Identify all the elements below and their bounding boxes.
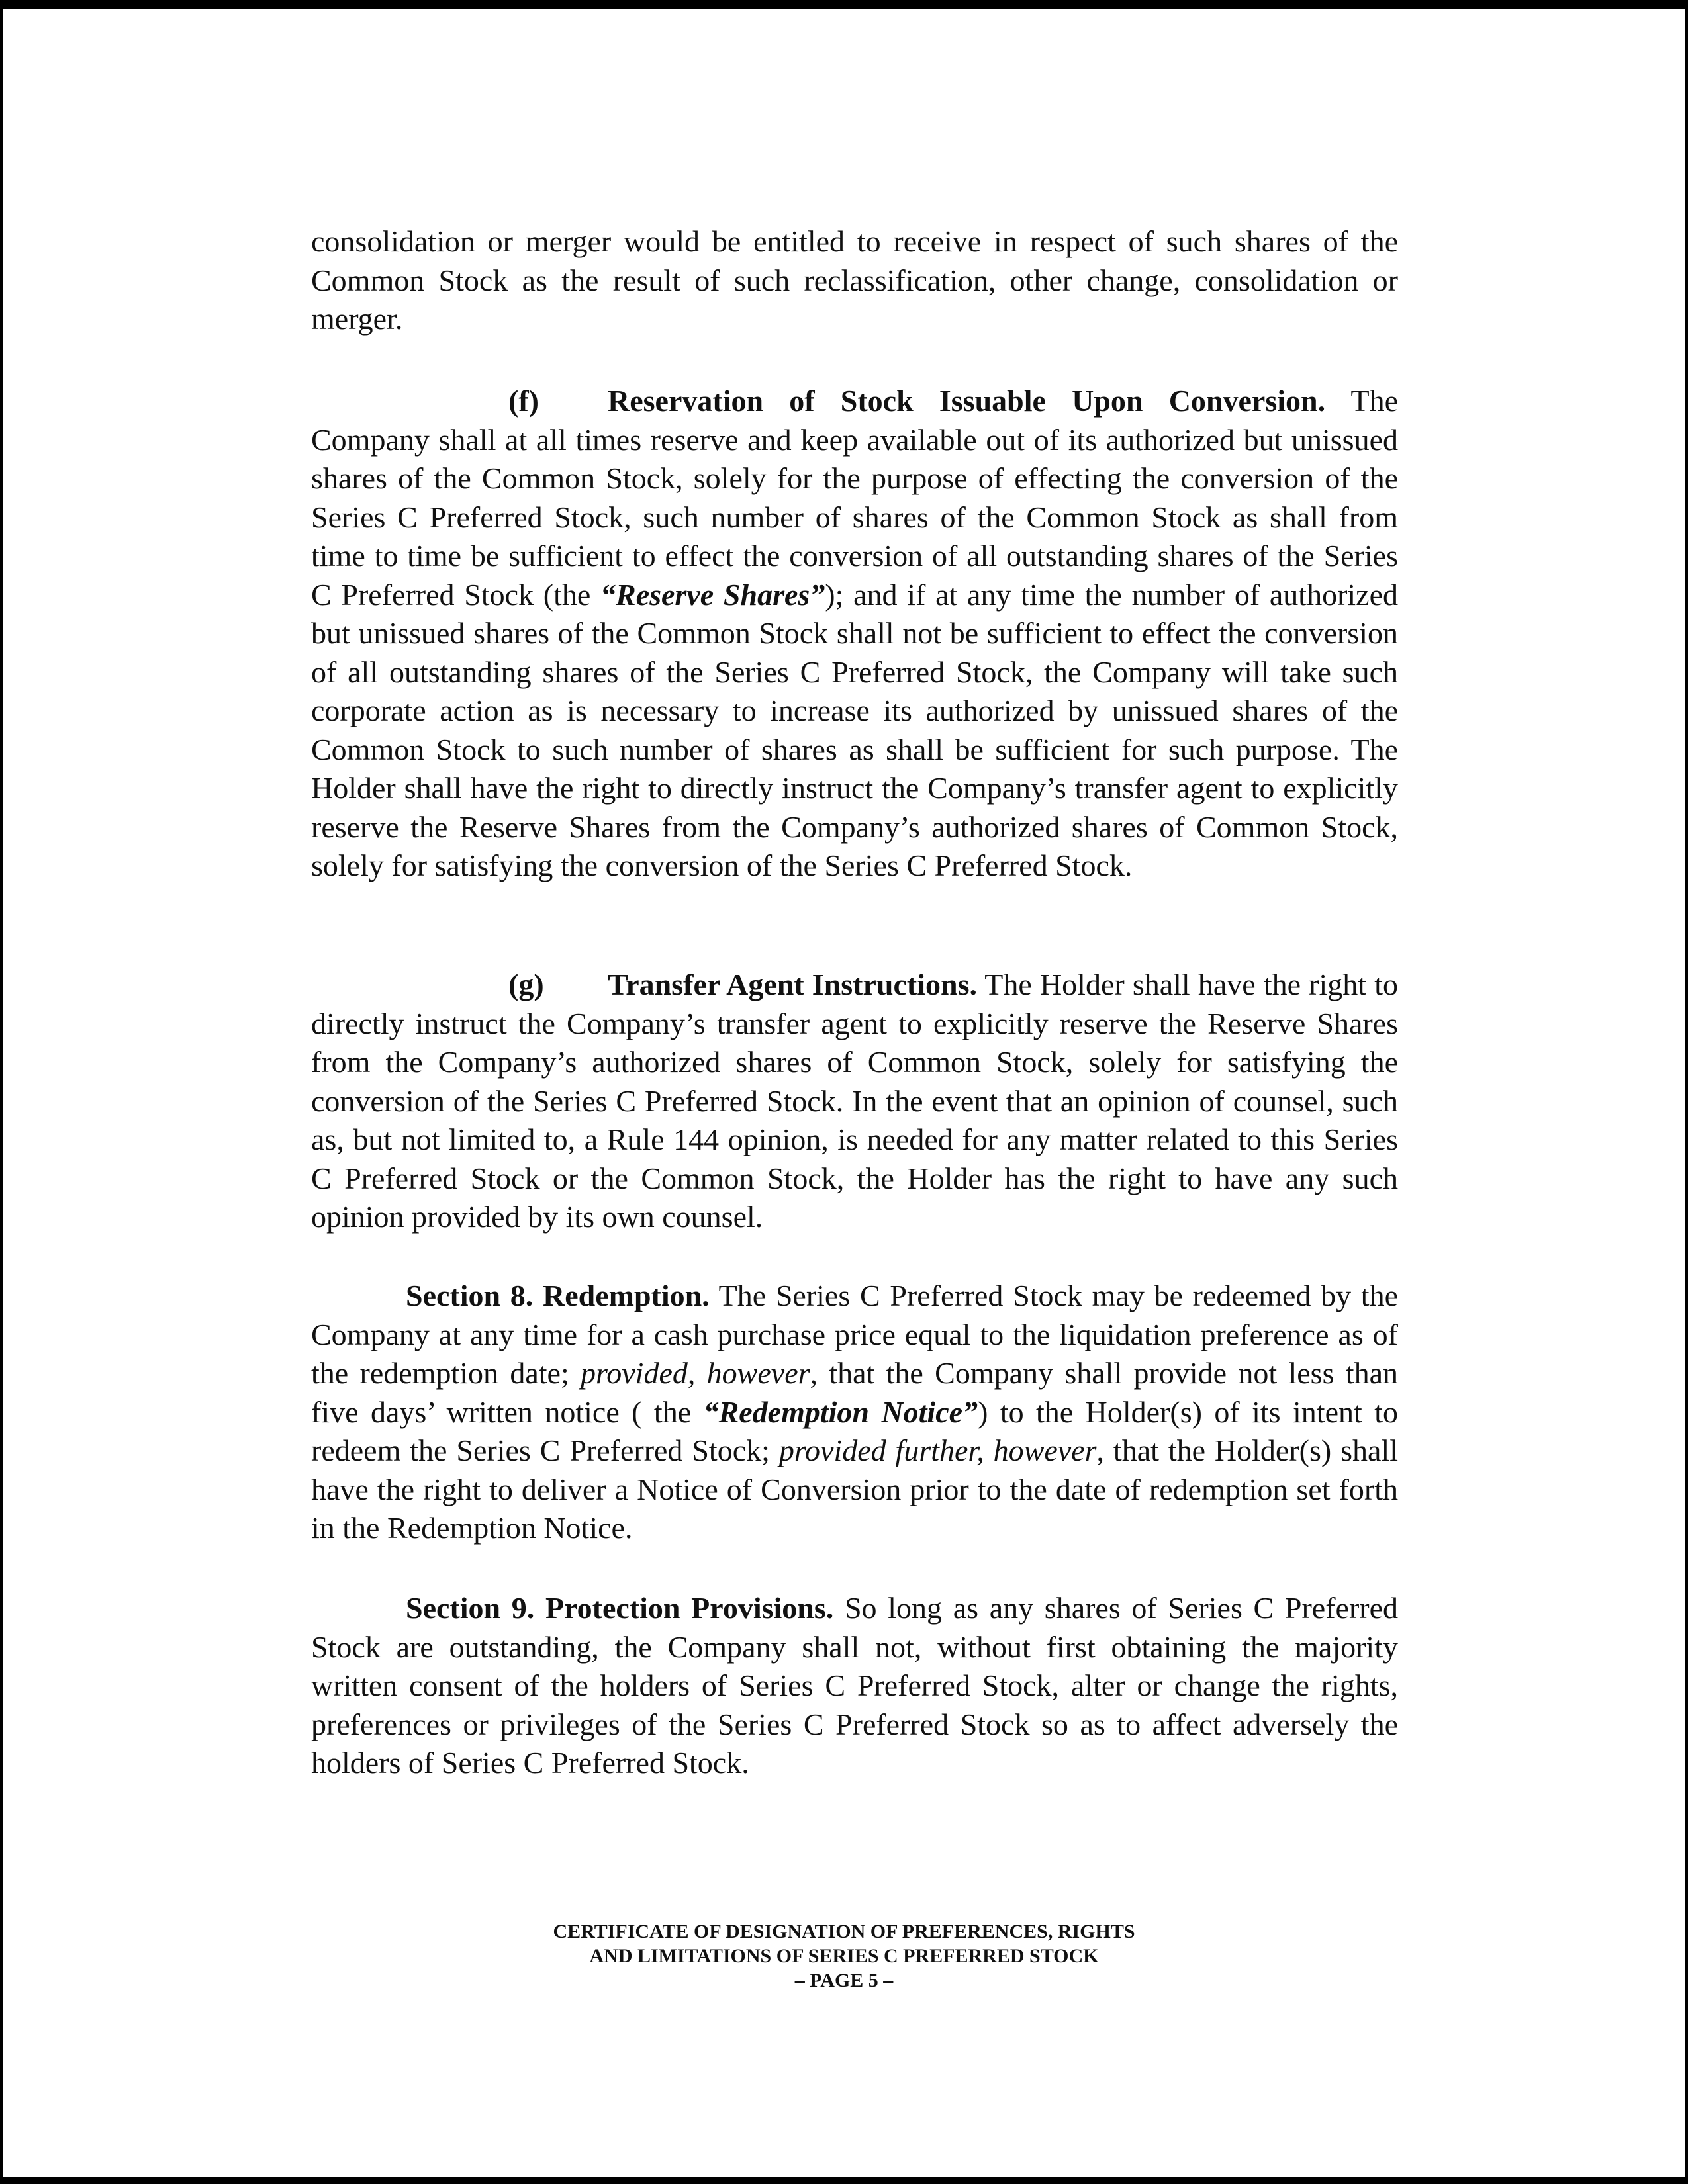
section-8-text-2: , that the Company shall provide not less than five days’ written notice ( the: [311, 1356, 1398, 1429]
section-9-protection-provisions: [311, 1589, 1398, 1783]
paragraph-g-label: (g): [508, 968, 544, 1001]
section-8-italic-1: provided, however: [581, 1356, 810, 1390]
footer-title-line-2: AND LIMITATIONS OF SERIES C PREFERRED STOCK: [589, 1945, 1099, 1967]
paragraph-f-label: (f): [508, 384, 539, 418]
section-8-italic-2: provided further, however: [778, 1433, 1097, 1467]
section-8-text-3: ) to the Holder(s) of its intent to redeem the Series C Preferred Stock;: [311, 1394, 1398, 1467]
section-9-heading: Section 9. Protection Provisions.: [406, 1591, 834, 1625]
section-9-text: So long as any shares of Series C Preferred Stock are outstanding, the Company shall not, without first obtaining the majority written consent of the holders of Series C Preferred Stock, alter or change the rights, preferences or privileges of the Series C Preferred Stock so as to affect adversely the holders of Series C Preferred Stock.: [311, 1591, 1399, 1780]
section-8-text-4: , that the Holder(s) shall have the right to deliver a Notice of Conversion prior to the date of redemption set forth in the Redemption Notice.: [311, 1433, 1398, 1545]
redemption-notice-defined-term: “Redemption Notice”: [703, 1394, 978, 1429]
paragraph-f-heading: Reservation of Stock Issuable Upon Conversion.: [608, 384, 1326, 418]
page-footer: [3, 1919, 1685, 1993]
footer-title-line-1: CERTIFICATE OF DESIGNATION OF PREFERENCES, RIGHTS: [553, 1921, 1135, 1942]
paragraph-g-heading: Transfer Agent Instructions.: [608, 968, 977, 1001]
footer-page-number: – PAGE 5 –: [794, 1970, 894, 1991]
document-page: [3, 9, 1685, 2177]
paragraph-f-reservation-of-stock: [311, 382, 1398, 886]
section-8-redemption: [311, 1277, 1398, 1548]
continuation-paragraph: [311, 222, 1398, 339]
reserve-shares-defined-term: “Reserve Shares”: [600, 577, 825, 612]
paragraph-f-text-1: The Company shall at all times reserve and keep available out of its authorized but unissued shares of the Common Stock, solely for the purpose of effecting the conversion of the Series C Preferred Stock, such number of shares of the Common Stock as shall from time to time be sufficient to effect the conversion of all outstanding shares of the Series C Preferred Stock (the: [311, 384, 1398, 612]
continuation-text: consolidation or merger would be entitled to receive in respect of such shares of the Common Stock as the result of such reclassification, other change, consolidation or merger.: [311, 224, 1398, 336]
paragraph-f-text-2: ); and if at any time the number of authorized but unissued shares of the Common Stock shall not be sufficient to effect the conversion of all outstanding shares of the Series C Preferred Stock, the Company will take such corporate action as is necessary to increase its authorized by unissued shares of the Common Stock to such number of shares as shall be sufficient for such purpose. The Holder shall have the right to directly instruct the Company’s transfer agent to explicitly reserve the Reserve Shares from the Company’s authorized shares of Common Stock, solely for satisfying the conversion of the Series C Preferred Stock.: [311, 577, 1399, 882]
paragraph-g-transfer-agent-instructions: [311, 966, 1398, 1237]
paragraph-g-text: The Holder shall have the right to directly instruct the Company’s transfer agent to explicitly reserve the Reserve Shares from the Company’s authorized shares of Common Stock, solely for satisfying the conversion of the Series C Preferred Stock. In the event that an opinion of counsel, such as, but not limited to, a Rule 144 opinion, is needed for any matter related to this Series C Preferred Stock or the Common Stock, the Holder has the right to have any such opinion provided by its own counsel.: [311, 968, 1398, 1234]
section-8-text-1: The Series C Preferred Stock may be redeemed by the Company at any time for a cash purchase price equal to the liquidation preference as of the redemption date;: [311, 1279, 1399, 1390]
section-8-heading: Section 8. Redemption.: [406, 1279, 710, 1312]
